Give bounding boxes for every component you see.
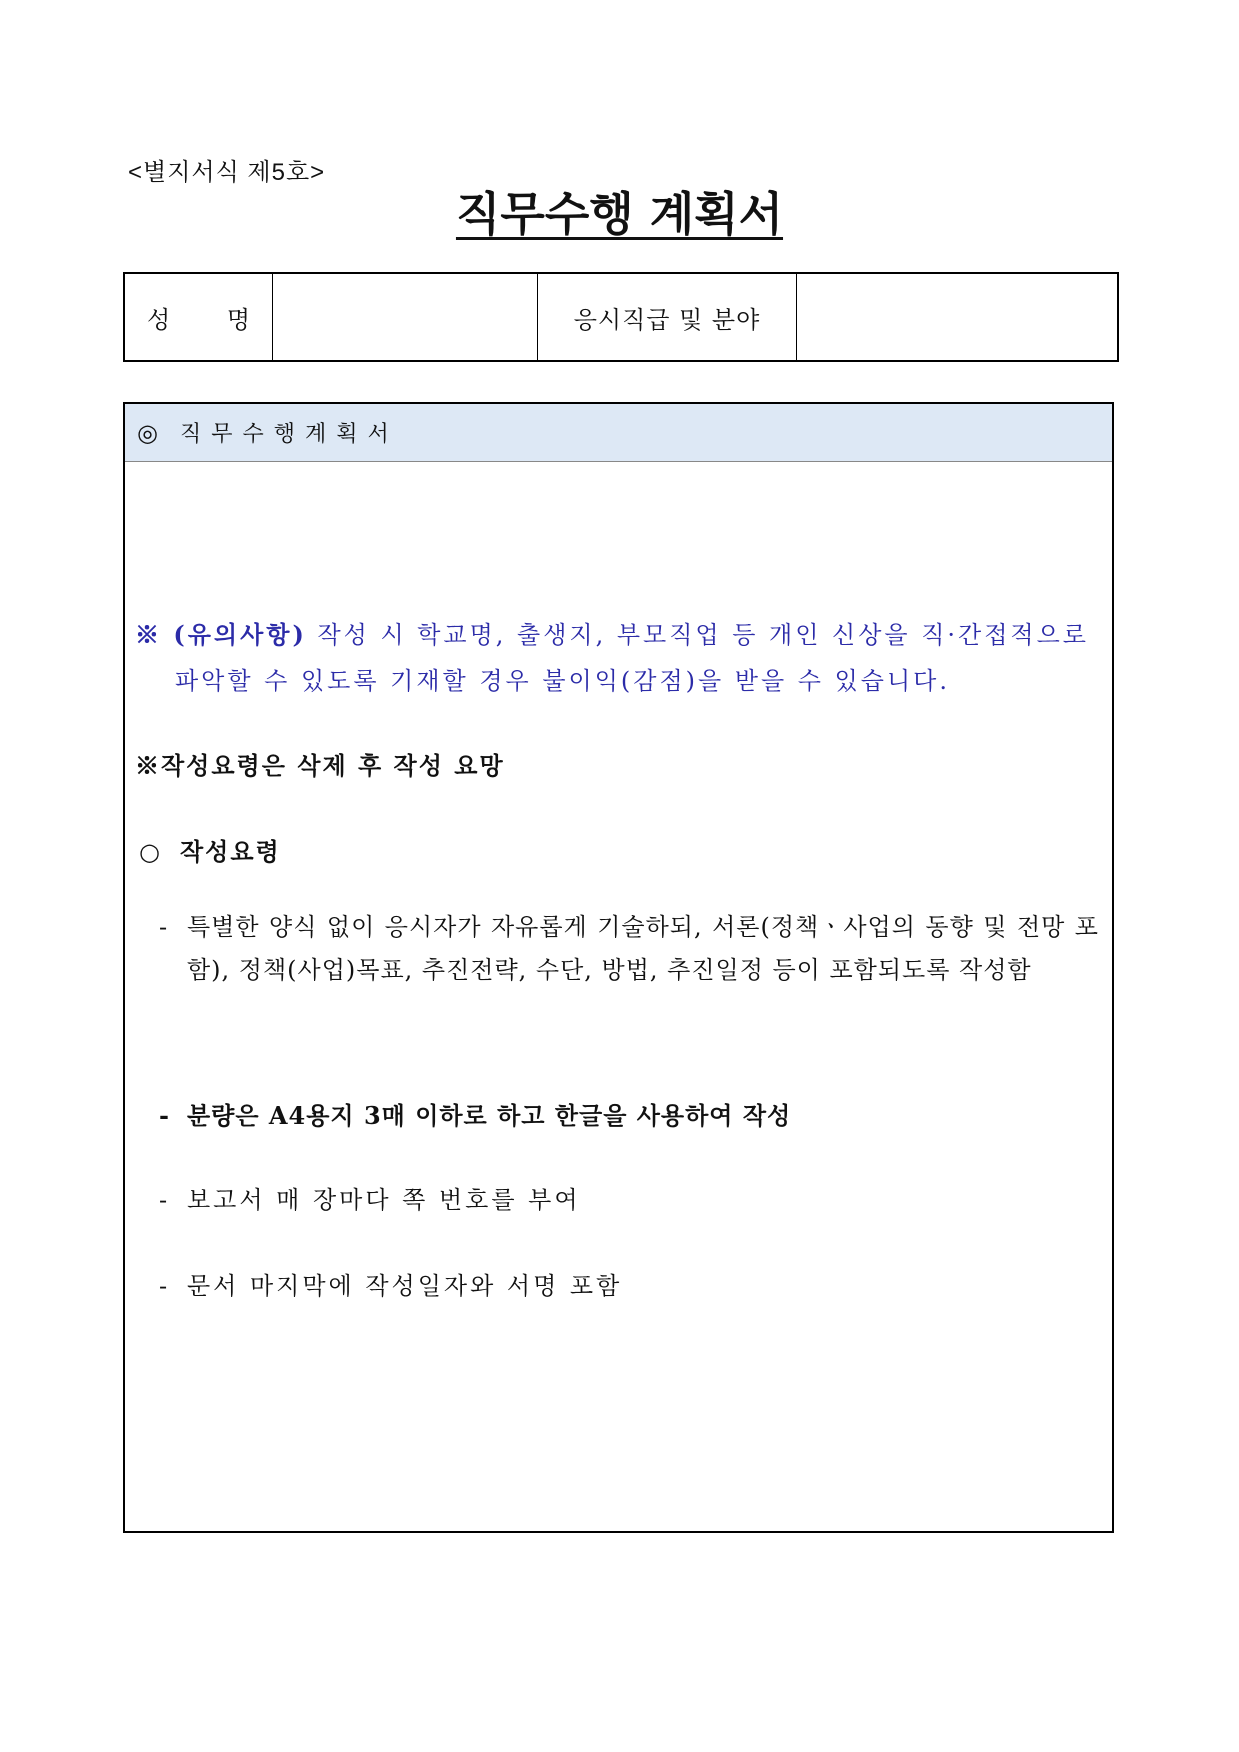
caution-text-1: 작성 시 학교명, 출생지, 부모직업 등 개인 신상을 직·간접적으로 xyxy=(306,621,1089,649)
guide-title-text: 작성요령 xyxy=(179,837,281,866)
guide-item xyxy=(159,1179,1099,1222)
dash-bullet: - xyxy=(159,1272,171,1300)
job-plan-box xyxy=(123,402,1114,1533)
guide-item xyxy=(159,906,1099,992)
caution-line-2: 파악할 수 있도록 기재할 경우 불이익(감점)을 받을 수 있습니다. xyxy=(175,667,950,695)
guide-item-text: 문서 마지막에 작성일자와 서명 포함 xyxy=(187,1272,623,1300)
applicant-info-table xyxy=(123,272,1119,362)
guide-item-text: 특별한 양식 없이 응시자가 자유롭게 기술하되, 서론(정책ㆍ사업의 동향 및 전망 포함), 정책(사업)목표, 추진전략, 수단, 방법, 추진일정 등이 포함되도록 작성함 xyxy=(187,913,1099,984)
name-label-cell xyxy=(125,274,273,360)
caution-line-1 xyxy=(135,612,1100,658)
guide-title xyxy=(139,832,281,867)
dash-bullet: - xyxy=(159,1186,171,1214)
circle-bullet-icon: ○ xyxy=(139,837,162,866)
plan-header-label: 직무수행계획서 xyxy=(179,422,399,447)
guide-item-text: 보고서 매 장마다 쪽 번호를 부여 xyxy=(187,1186,581,1214)
document-title-wrap xyxy=(0,178,1239,244)
name-label-first: 성 xyxy=(147,305,171,334)
position-label-cell: 응시직급 및 분야 xyxy=(538,274,797,360)
name-label-second: 명 xyxy=(226,305,250,334)
caution-prefix: ※ (유의사항) xyxy=(135,620,307,649)
position-value-cell[interactable] xyxy=(797,274,1117,360)
plan-header xyxy=(125,404,1112,462)
document-title: 직무수행 계획서 xyxy=(455,187,784,241)
caution-notice xyxy=(135,612,1100,704)
dash-bullet: - xyxy=(159,913,168,941)
form-reference: <별지서식 제5호> xyxy=(128,159,326,186)
guide-item xyxy=(159,1265,1099,1308)
guide-delete-note: ※작성요령은 삭제 후 작성 요망 xyxy=(135,751,505,780)
guide-item xyxy=(159,1094,1099,1137)
name-value-cell[interactable] xyxy=(273,274,538,360)
guide-item-text: 분량은 A4용지 3매 이하로 하고 한글을 사용하여 작성 xyxy=(187,1101,792,1130)
double-circle-icon: ◎ xyxy=(137,418,158,447)
dash-bullet: - xyxy=(159,1101,170,1130)
